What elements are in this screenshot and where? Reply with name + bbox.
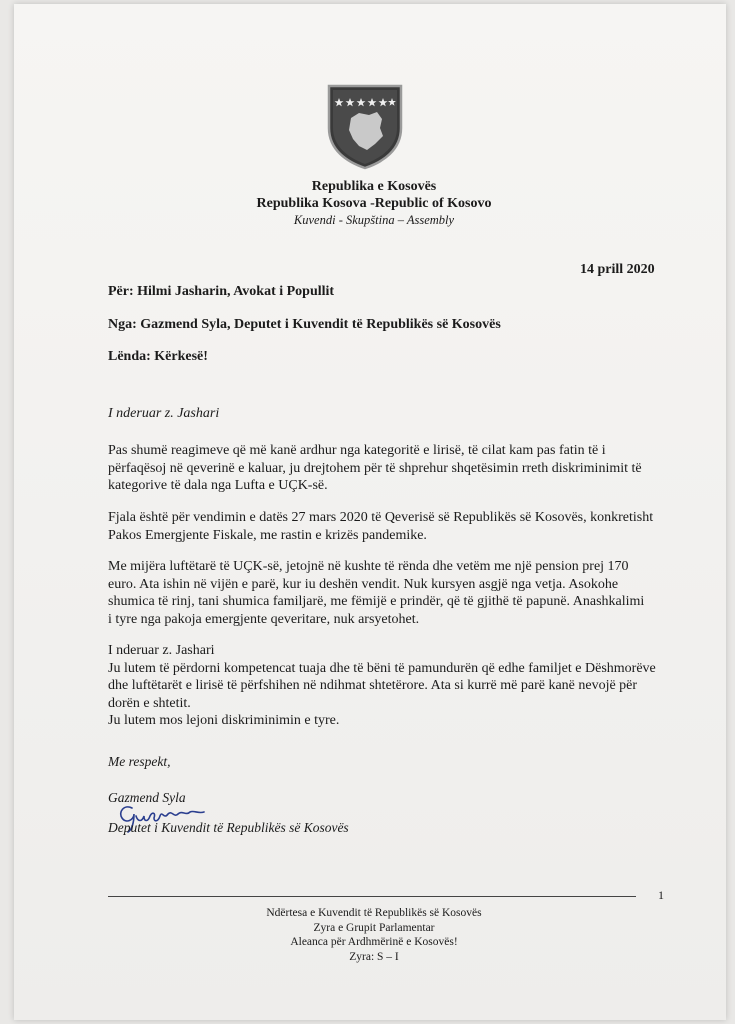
paragraph-line: dorën e shtetit. (108, 695, 191, 711)
letter-date: 14 prill 2020 (580, 262, 655, 277)
footer-line: Zyra: S – I (349, 950, 399, 963)
page-number: 1 (658, 888, 664, 902)
body-paragraph (108, 642, 664, 730)
sender-line: Nga: Gazmend Syla, Deputet i Kuvendit të Republikës së Kosovës (108, 317, 501, 332)
paragraph-line: i tyre nga pakoja emergjente qeveritare, nuk arsyetohet. (108, 611, 420, 627)
footer-address (214, 906, 534, 964)
closing: Me respekt, (108, 754, 171, 769)
letterhead (224, 178, 524, 229)
signatory-title: Deputet i Kuvendit të Republikës së Kosovës (108, 820, 349, 835)
recipient-line: Për: Hilmi Jasharin, Avokat i Popullit (108, 284, 335, 299)
footer-divider (108, 896, 636, 897)
letterhead-institution: Kuvendi - Skupština – Assembly (293, 213, 455, 227)
paragraph-line: shumica të rinj, tani shumica familjarë, me fëmijë e prindër, që të gjithë të papunë. Anashkalimi (108, 594, 645, 609)
document-page (14, 4, 726, 1020)
paragraph-line: Me mijëra luftëtarë të UÇK-së, jetojnë në kushte të rënda dhe vetëm me një pension prej 170 (108, 559, 629, 574)
paragraph-line: I nderuar z. Jashari (108, 643, 215, 658)
salutation: I nderuar z. Jashari (108, 406, 220, 421)
footer-line: Ndërtesa e Kuvendit të Republikës së Kosovës (266, 907, 482, 919)
paragraph-line: Fjala është për vendimin e datës 27 mars 2020 të Qeverisë së Republikës së Kosovës, konkretisht (108, 510, 654, 525)
footer-line: Zyra e Grupit Parlamentar (313, 921, 435, 934)
body-paragraph (108, 558, 664, 628)
subject-line: Lënda: Kërkesë! (108, 349, 208, 364)
paragraph-line: Pakos Emergjente Fiskale, me rastin e krizës pandemike. (108, 527, 427, 543)
paragraph-line: euro. Ata ishin në vijën e parë, kur iu deshën vendit. Nuk kursyen asgjë nga vetja. Asokohe (108, 576, 619, 592)
paragraph-line: dhe luftëtarët e lirisë të përfshihen në ndihmat shtetërore. Ata si kurrë më parë kanë nevojë për (108, 678, 638, 693)
paragraph-line: përfaqësoj në qeverinë e kaluar, ju drejtohem për të shprehur shqetësimin rreth diskriminimit të (108, 460, 642, 476)
letterhead-country-multilingual: Republika Kosova -Republic of Kosovo (256, 196, 492, 211)
paragraph-line: kategorive të dala nga Lufta e UÇK-së. (108, 478, 328, 493)
paragraph-line: Ju lutem të përdorni kompetencat tuaja dhe të bëni të pamundurën që edhe familjet e Dëshmorëve (108, 660, 656, 676)
paragraph-line: Pas shumë reagimeve që më kanë ardhur nga kategoritë e lirisë, të cilat kam pas fatin të i (108, 443, 606, 458)
footer-line: Aleanca për Ardhmërinë e Kosovës! (290, 936, 458, 948)
paragraph-line: Ju lutem mos lejoni diskriminimin e tyre. (108, 713, 340, 728)
letterhead-country: Republika e Kosovës (311, 179, 437, 194)
kosovo-coat-of-arms-icon (325, 84, 405, 170)
signatory-name: Gazmend Syla (108, 790, 186, 805)
body-paragraph (108, 509, 664, 544)
body-paragraph (108, 442, 664, 495)
